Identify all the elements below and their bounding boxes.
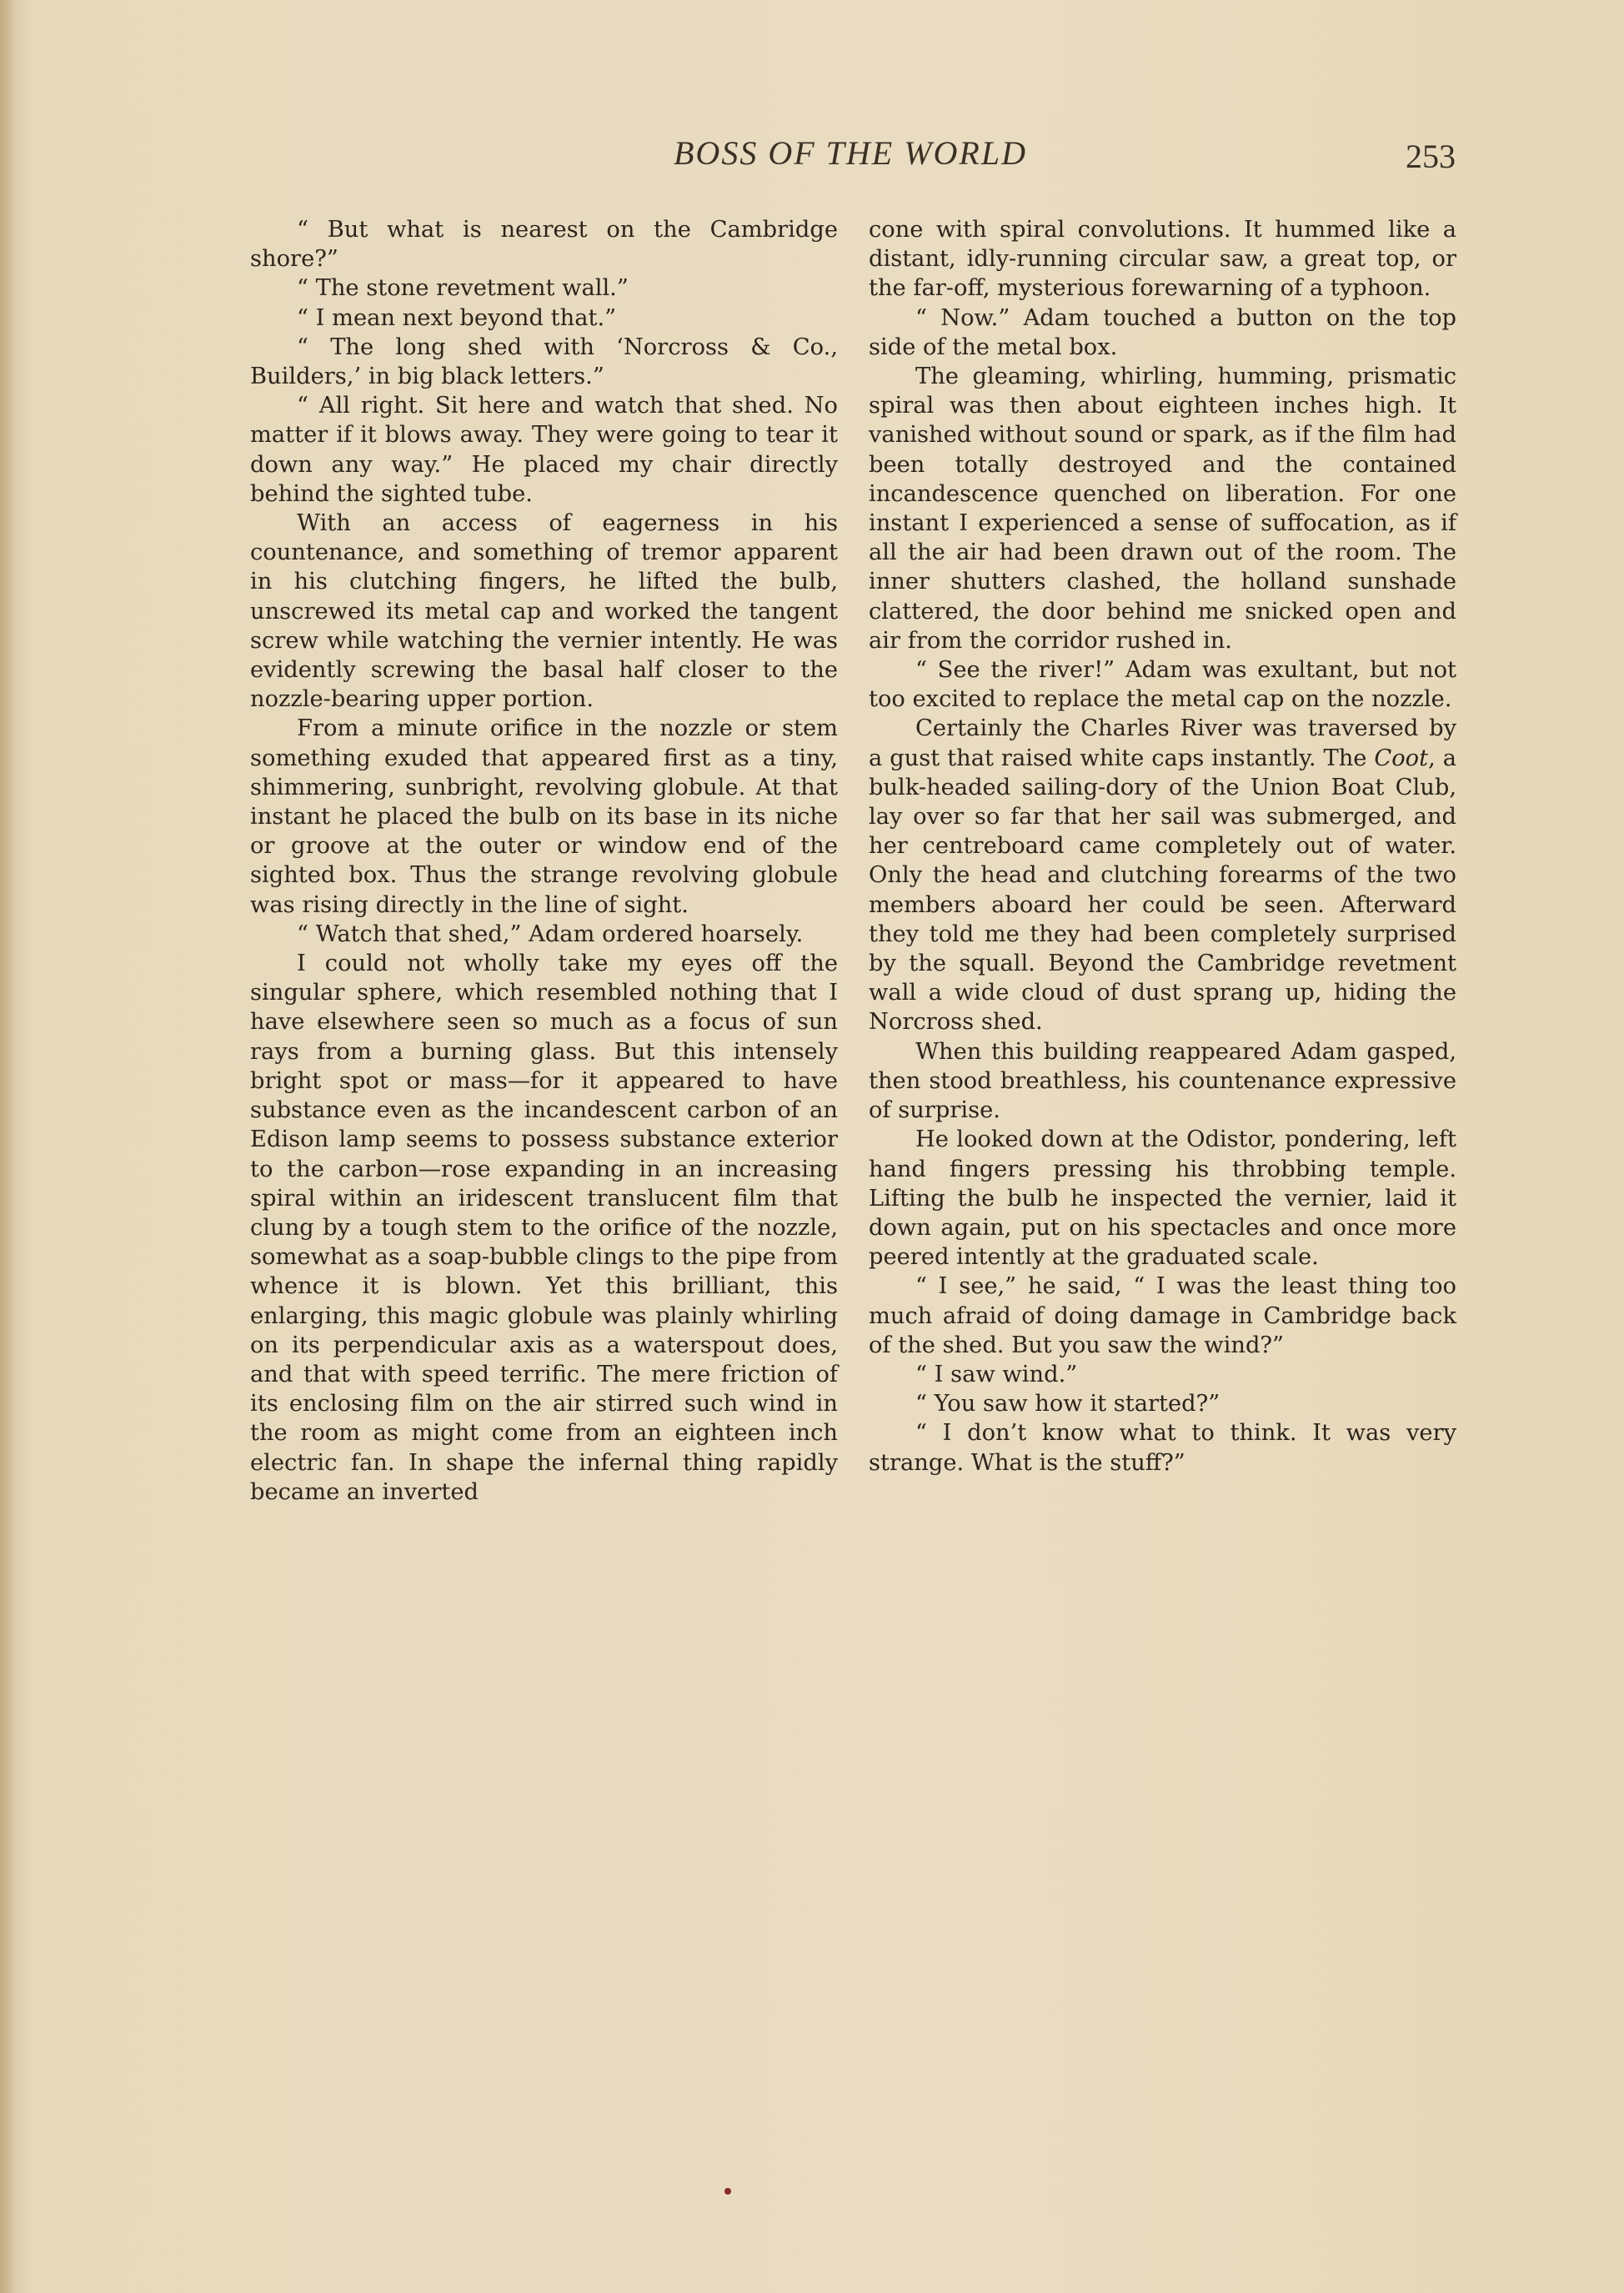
paragraph: “ I mean next beyond that.” bbox=[297, 304, 617, 331]
boat-name: Coot bbox=[1374, 745, 1429, 771]
paragraph: When this building reappeared Adam gasped, then stood breathless, his countenance expressive of surprise. bbox=[869, 1038, 1456, 1124]
paragraph: “ You saw how it started?” bbox=[915, 1391, 1221, 1417]
paragraph: From a minute orifice in the nozzle or stem something exuded that appeared first as a tiny, shimmering, sunbright, revolving globule. At that instant he placed the bulb on its base in its niche or groove at the outer or window end of the sighted box. Thus the strange revolving globule was rising directly in the line of sight. bbox=[250, 715, 838, 918]
paragraph: “ Watch that shed,” Adam ordered hoarsely. bbox=[297, 921, 804, 947]
coot-text-before: Certainly the Charles River was traversed by a gust that raised white caps instantly. The bbox=[869, 715, 1456, 771]
page-spine-shadow bbox=[0, 0, 15, 2293]
paragraph: “ I saw wind.” bbox=[915, 1361, 1078, 1387]
paragraph: “ The stone revetment wall.” bbox=[297, 275, 629, 302]
running-title: BOSS OF THE WORLD bbox=[674, 134, 1027, 172]
right-column bbox=[869, 215, 1456, 1478]
ink-spot-mark bbox=[724, 2188, 731, 2195]
paragraph: “ I see,” he said, “ I was the least thing too much afraid of doing damage in Cambridge back of the shed. But you saw the wind?” bbox=[869, 1273, 1456, 1358]
paragraph-coot bbox=[869, 714, 1456, 1036]
paragraph: “ But what is nearest on the Cambridge shore?” bbox=[250, 217, 838, 273]
paragraph-continuation: cone with spiral convolutions. It hummed like a distant, idly-running circular saw, a great top, or the far-off, mysterious forewarning of a typhoon. bbox=[869, 217, 1456, 302]
paragraph: With an access of eagerness in his countenance, and something of tremor apparent in his clutching fingers, he lifted the bulb, unscrewed its metal cap and worked the tangent screw while watching the vernier intently. He was evidently screwing the basal half closer to the nozzle-bearing upper portion. bbox=[250, 510, 838, 713]
coot-text-after: , a bulk-headed sailing-dory of the Union Boat Club, lay over so far that her sail was submerged, and her centreboard came completely out of water. Only the head and clutching forearms of the two members aboard her could be seen. Afterward they told me they had been completely surprised by the squall. Beyond the Cambridge revetment wall a wide cloud of dust sprang up, hiding the Norcross shed. bbox=[869, 745, 1456, 1036]
paragraph: He looked down at the Odistor, pondering, left hand fingers pressing his throbbing temple. Lifting the bulb he inspected the vernier, laid it down again, put on his spectacles and once more peered intently at the graduated scale. bbox=[869, 1126, 1456, 1271]
paragraph: The gleaming, whirling, humming, prismatic spiral was then about eighteen inches high. It vanished without sound or spark, as if the film had been totally destroyed and the contained incandescence quenched on liberation. For one instant I experienced a sense of suffocation, as if all the air had been drawn out of the room. The inner shutters clashed, the holland sunshade clattered, the door behind me snicked open and air from the corridor rushed in. bbox=[869, 364, 1456, 654]
paragraph: “ The long shed with ‘Norcross & Co., Builders,’ in big black letters.” bbox=[250, 334, 838, 390]
paragraph: “ See the river!” Adam was exultant, but not too excited to replace the metal cap on the nozzle. bbox=[869, 657, 1456, 713]
paragraph: “ I don’t know what to think. It was very strange. What is the stuff?” bbox=[869, 1420, 1456, 1476]
paragraph: I could not wholly take my eyes off the singular sphere, which resembled nothing that I have elsewhere seen so much as a focus of sun rays from a burning glass. But this intensely bright spot or mass—for it appeared to have substance even as the incandescent carbon of an Edison lamp seems to possess substance exterior to the carbon—rose expanding in an increasing spiral within an iridescent translucent film that clung by a tough stem to the orifice of the nozzle, somewhat as a soap-bubble clings to the pipe from whence it is blown. Yet this brilliant, this enlarging, this magic globule was plainly whirling on its perpendicular axis as a waterspout does, and that with speed terrific. The mere friction of its enclosing film on the air stirred such wind in the room as might come from an eighteen inch electric fan. In shape the infernal thing rapidly became an inverted bbox=[250, 951, 838, 1505]
page-number: 253 bbox=[1406, 138, 1456, 175]
paragraph: “ Now.” Adam touched a button on the top side of the metal box. bbox=[869, 304, 1456, 360]
paragraph: “ All right. Sit here and watch that shed. No matter if it blows away. They were going to tear it down any way.” He placed my chair directly behind the sighted tube. bbox=[250, 393, 838, 507]
left-column bbox=[250, 215, 838, 1507]
